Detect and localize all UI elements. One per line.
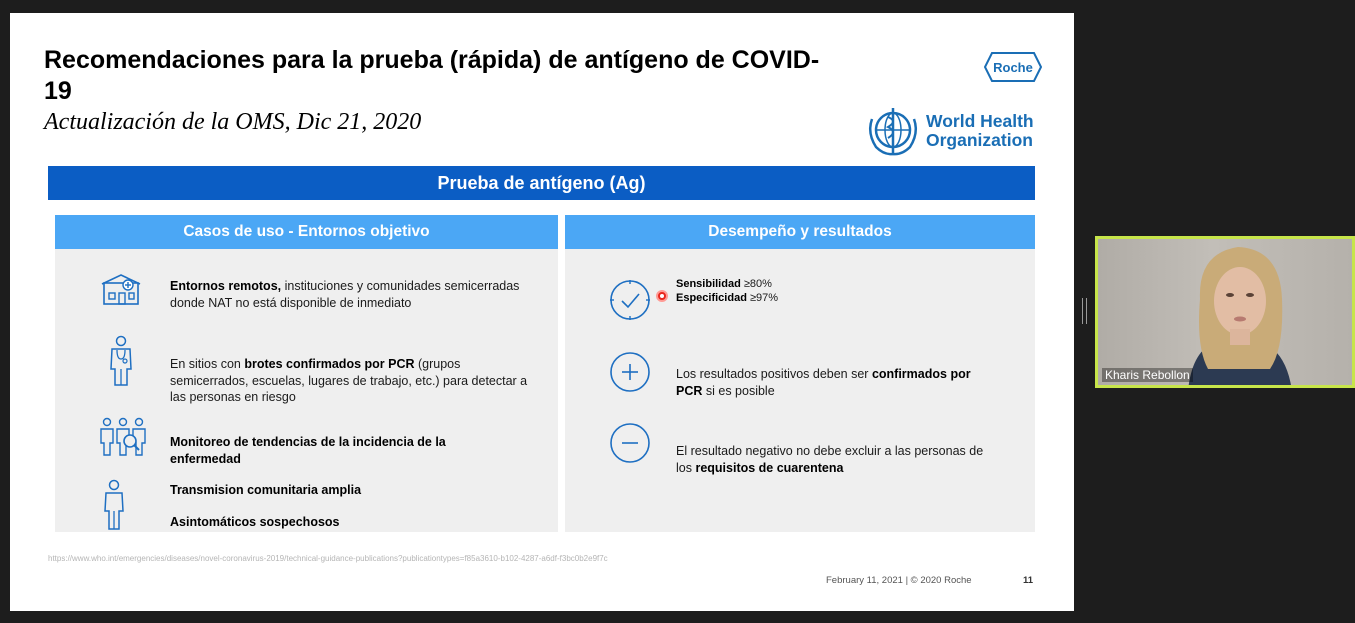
who-name-line1: World Health: [926, 111, 1034, 131]
check-circle-icon: [609, 279, 651, 321]
resize-handle[interactable]: [1082, 298, 1087, 324]
presentation-slide: [10, 13, 1074, 611]
use-case-1: Entornos remotos, instituciones y comunidades semicerradas donde NAT no está disponible de inmediato: [170, 279, 520, 310]
performance-header: Desempeño y resultados: [565, 215, 1035, 249]
sensitivity-specificity: Sensibilidad ≥80% Especificidad ≥97%: [676, 278, 779, 304]
use-case-5: Asintomáticos sospechosos: [170, 515, 340, 529]
who-emblem-icon: [864, 105, 922, 157]
plus-circle-icon: [609, 351, 651, 393]
group-icon: [99, 417, 147, 457]
participant-name: Kharis Rebollon: [1102, 368, 1193, 382]
use-case-3: Monitoreo de tendencias de la incidencia de la enfermedad: [170, 435, 446, 466]
use-case-4: Transmision comunitaria amplia: [170, 483, 362, 497]
use-case-2: En sitios con brotes confirmados por PCR (grupos semicerrados, escuelas, lugares de trabajo, etc.) para detectar a las personas en riesgo: [170, 357, 528, 404]
slide-footer: February 11, 2021 | © 2020 Roche: [826, 575, 972, 586]
source-url: https://www.who.int/emergencies/diseases/novel-coronavirus-2019/technical-guidance-publications?publicationtypes=f85a3610-b102-4287-a6df-f3bc0b2e9f7c: [48, 554, 608, 563]
use-cases-header: Casos de uso - Entornos objetivo: [55, 215, 558, 249]
person-icon: [103, 479, 125, 531]
roche-logo: [984, 51, 1042, 83]
laser-pointer-dot: [656, 290, 668, 302]
who-name-line2: Organization: [926, 130, 1033, 150]
slide-subtitle: Actualización de la OMS, Dic 21, 2020: [44, 109, 422, 135]
performance-panel: [565, 215, 1035, 532]
use-cases-panel: [55, 215, 558, 532]
slide-title: Recomendaciones para la prueba (rápida) de antígeno de COVID-19: [44, 46, 820, 105]
negative-result-note: El resultado negativo no debe excluir a las personas de los requisitos de cuarentena: [676, 444, 984, 475]
who-logo: [864, 105, 1036, 157]
participant-video-tile[interactable]: [1095, 236, 1355, 388]
participant-silhouette: [1158, 239, 1318, 388]
positive-result-note: Los resultados positivos deben ser confirmados por PCR si es posible: [676, 367, 971, 398]
section-band: Prueba de antígeno (Ag): [48, 166, 1035, 200]
hospital-icon: [99, 272, 143, 306]
svg-text:Roche: Roche: [993, 60, 1033, 75]
page-number: 11: [1023, 575, 1034, 586]
doctor-icon: [107, 335, 135, 387]
minus-circle-icon: [609, 422, 651, 464]
